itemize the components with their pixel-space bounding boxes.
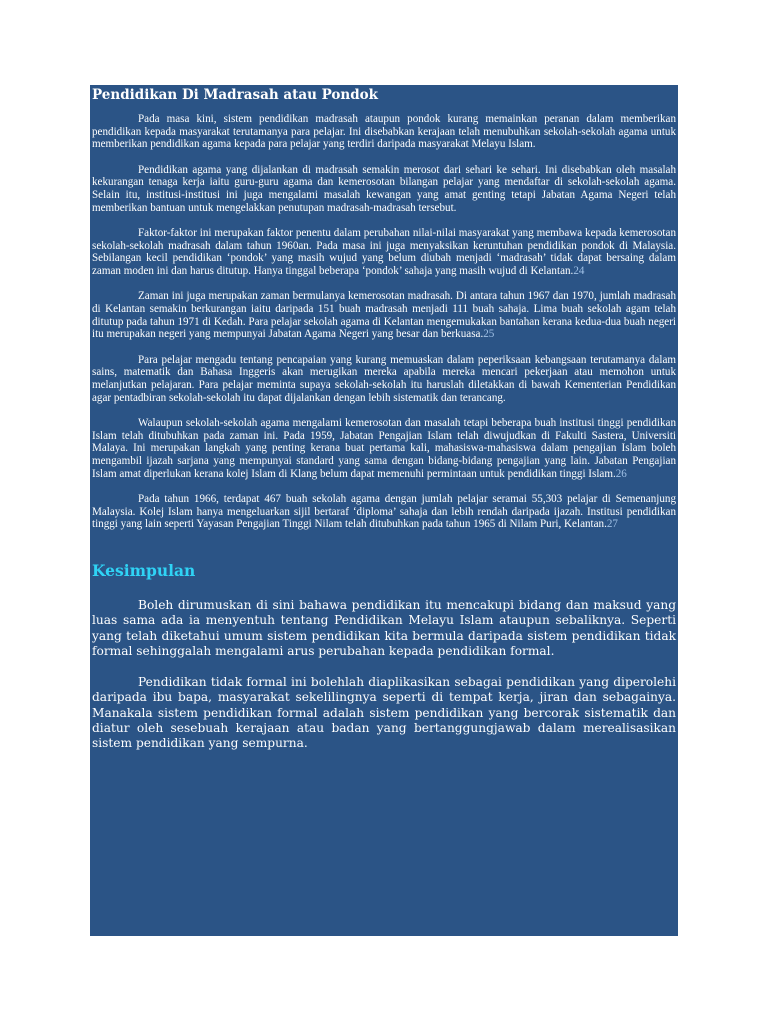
paragraph-6: Walaupun sekolah-sekolah agama mengalami kemerosotan dan masalah tetapi beberapa buah institusi tinggi pendidikan Islam telah ditubuhkan pada zaman ini. Pada 1959, Jabatan Pengajian Islam telah diwujudkan di Fakulti Sastera, Universiti Malaya. Ini merupakan langkah yang penting kerana buat pertama kali, mahasiswa-mahasiswa dalam pengajian Islam boleh mengambil ijazah sarjana yang mempunyai standard yang sama dengan bidang-bidang pengajian yang lain. Jabatan Pengajian Islam amat diperlukan kerana kolej Islam di Klang belum dapat memenuhi permintaan untuk pendidikan tinggi Islam.26 (92, 416, 676, 480)
section-title-madrasah: Pendidikan Di Madrasah atau Pondok (92, 87, 378, 103)
conclusion-paragraph-1: Boleh dirumuskan di sini bahawa pendidikan itu mencakupi bidang dan maksud yang luas sama ada ia menyentuh tentang Pendidikan Melayu Islam ataupun sebaliknya. Seperti yang telah diketahui umum sistem pendidikan kita bermula daripada sistem pendidikan tidak formal sehinggalah mengalami arus perubahan kepada pendidikan formal. (92, 597, 676, 658)
paragraph-4: Zaman ini juga merupakan zaman bermulanya kemerosotan madrasah. Di antara tahun 1967 dan 1970, jumlah madrasah di Kelantan semakin berkurangan iaitu daripada 151 buah madrasah menjadi 111 buah sahaja. Lima buah sekolah agam telah ditutup pada tahun 1971 di Kedah. Para pelajar sekolah agama di Kelantan mengemukakan bantahan kerana kedua-dua buah negeri itu merupakan negeri yang mempunyai Jabatan Agama Negeri yang besar dan berkuasa.25 (92, 290, 676, 341)
paragraph-1: Pada masa kini, sistem pendidikan madrasah ataupun pondok kurang memainkan peranan dalam memberikan pendidikan kepada masyarakat terutamanya para pelajar. Ini disebabkan kerajaan telah menubuhkan sekolah-sekolah agama untuk memberikan pendidikan agama kepada para pelajar yang terdiri daripada masyarakat Melayu Islam. (92, 113, 676, 151)
footnote-ref-27[interactable]: 27 (606, 518, 618, 531)
paragraph-2: Pendidikan agama yang dijalankan di madrasah semakin merosot dari sehari ke sehari. Ini disebabkan oleh masalah kekurangan tenaga kerja iaitu guru-guru agama dan kemerosotan bilangan pelajar yang mendaftar di sekolah-sekolah agama. Selain itu, institusi-institusi ini juga mengalami masalah kewangan yang amat genting tetapi Jabatan Agama Negeri telah memberikan bantuan untuk mengelakkan penutupan madrasah-madrasah tersebut. (92, 163, 676, 214)
footnote-ref-24[interactable]: 24 (573, 265, 585, 278)
paragraph-5: Para pelajar mengadu tentang pencapaian yang kurang memuaskan dalam peperiksaan kebangsaan terutamanya dalam sains, matematik dan Bahasa Inggeris akan merugikan mereka apabila mereka mencari pekerjaan atau memohon untuk melanjutkan pelajaran. Para pelajar meminta supaya sekolah-sekolah itu haruslah diletakkan di bawah Kementerian Pendidikan agar pentadbiran sekolah-sekolah itu dapat dijalankan dengan lebih sistematik dan terancang. (92, 353, 676, 404)
conclusion-paragraph-2: Pendidikan tidak formal ini bolehlah diaplikasikan sebagai pendidikan yang diperolehi daripada ibu bapa, masyarakat sekelilingnya seperti di tempat kerja, jiran dan sebagainya. Manakala sistem pendidikan formal adalah sistem pendidikan yang bercorak sistematik dan diatur oleh sesebuah kerajaan atau badan yang bertanggungjawab dalam merealisasikan sistem pendidikan yang sempurna. (92, 675, 676, 751)
document-page (90, 85, 678, 936)
footnote-ref-25[interactable]: 25 (483, 328, 495, 341)
section-title-kesimpulan: Kesimpulan (92, 560, 196, 580)
paragraph-3: Faktor-faktor ini merupakan faktor penentu dalam perubahan nilai-nilai masyarakat yang membawa kepada kemerosotan sekolah-sekolah madrasah dalam tahun 1960an. Pada masa ini juga menyaksikan keruntuhan pendidikan pondok di Malaysia. Sebilangan kecil pendidikan ‘pondok’ yang masih wujud yang belum diubah menjadi ‘madrasah’ tidak dapat bersaing dalam zaman moden ini dan harus ditutup. Hanya tinggal beberapa ‘pondok’ sahaja yang masih wujud di Kelantan.24 (92, 226, 676, 278)
footnote-ref-26[interactable]: 26 (615, 467, 627, 480)
paragraph-7: Pada tahun 1966, terdapat 467 buah sekolah agama dengan jumlah pelajar seramai 55,303 pelajar di Semenanjung Malaysia. Kolej Islam hanya mengeluarkan sijil bertaraf ‘diploma’ sahaja dan lebih rendah daripada ijazah. Institusi pendidikan tinggi yang lain seperti Yayasan Pengajian Tinggi Nilam telah ditubuhkan pada tahun 1965 di Nilam Puri, Kelantan.27 (92, 492, 676, 531)
